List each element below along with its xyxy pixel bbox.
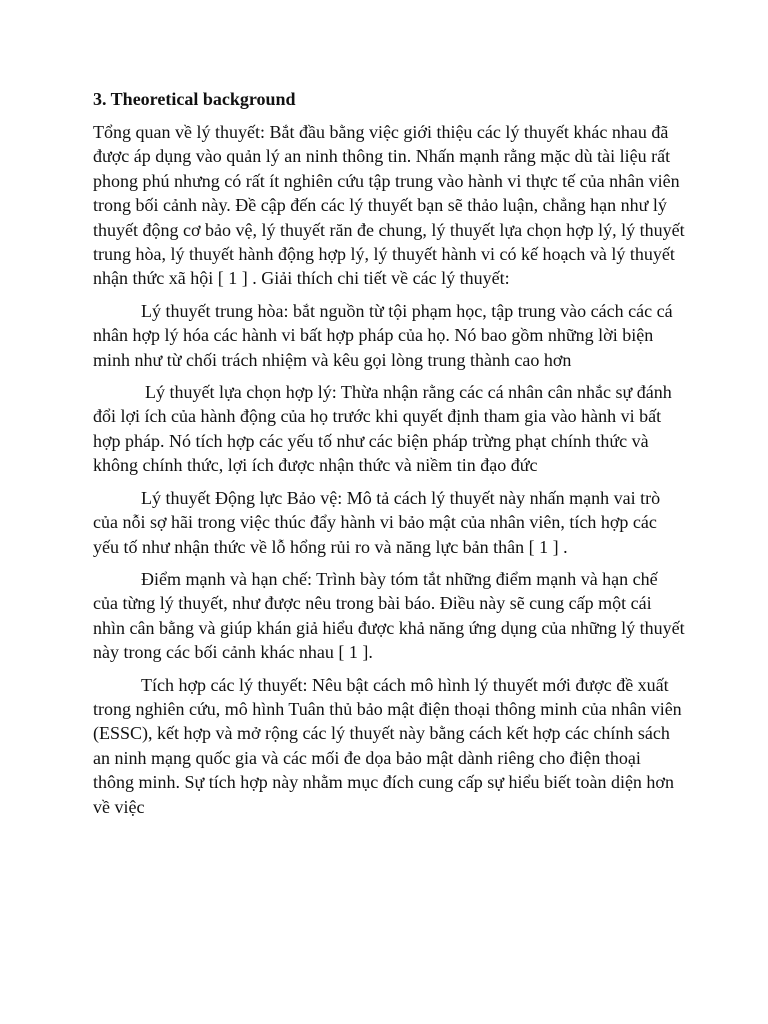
paragraph-neutralization-theory: Lý thuyết trung hòa: bắt nguồn từ tội phạm học, tập trung vào cách các cá nhân hợp lý hóa các hành vi bất hợp pháp của họ. Nó bao gồm những lời biện minh như từ chối trách nhiệm và kêu gọi lòng trung thành cao hơn [93,300,673,370]
paragraph-rational-choice-theory: Lý thuyết lựa chọn hợp lý: Thừa nhận rằng các cá nhân cân nhắc sự đánh đổi lợi ích của hành động của họ trước khi quyết định tham gia vào hành vi bất hợp pháp. Nó tích hợp các yếu tố như các biện pháp trừng phạt chính thức và không chính thức, lợi ích được nhận thức và niềm tin đạo đức [93,382,672,476]
section-heading: 3. Theoretical background [93,89,296,109]
paragraph-overview: Tổng quan về lý thuyết: Bắt đầu bằng việc giới thiệu các lý thuyết khác nhau đã được áp dụng vào quản lý an ninh thông tin. Nhấn mạnh rằng mặc dù tài liệu rất phong phú nhưng có rất ít nghiên cứu tập trung vào hành vi thực tế của nhân viên trong bối cảnh này. Đề cập đến các lý thuyết bạn sẽ thảo luận, chẳng hạn như lý thuyết động cơ bảo vệ, lý thuyết răn đe chung, lý thuyết lựa chọn hợp lý, lý thuyết trung hòa, lý thuyết hành động hợp lý, lý thuyết hành vi có kế hoạch và lý thuyết nhận thức xã hội [ 1 ] . Giải thích chi tiết về các lý thuyết: [93,122,685,289]
document-page [93,86,685,827]
paragraph-theory-integration: Tích hợp các lý thuyết: Nêu bật cách mô hình lý thuyết mới được đề xuất trong nghiên cứu, mô hình Tuân thủ bảo mật điện thoại thông minh của nhân viên (ESSC), kết hợp và mở rộng các lý thuyết này bằng cách kết hợp các chính sách an ninh mạng quốc gia và các mối đe dọa bảo mật dành riêng cho điện thoại thông minh. Sự tích hợp này nhằm mục đích cung cấp sự hiểu biết toàn diện hơn về việc [93,674,682,817]
paragraph-strengths-limitations: Điểm mạnh và hạn chế: Trình bày tóm tắt những điểm mạnh và hạn chế của từng lý thuyết, như được nêu trong bài báo. Điều này sẽ cung cấp một cái nhìn cân bằng và giúp khán giả hiểu được khả năng ứng dụng của những lý thuyết này trong các bối cảnh khác nhau [ 1 ]. [93,568,685,663]
paragraph-protection-motivation-theory: Lý thuyết Động lực Bảo vệ: Mô tả cách lý thuyết này nhấn mạnh vai trò của nỗi sợ hãi trong việc thúc đẩy hành vi bảo mật của nhân viên, tích hợp các yếu tố như nhận thức về lỗ hổng rủi ro và năng lực bản thân [ 1 ] . [93,487,661,557]
